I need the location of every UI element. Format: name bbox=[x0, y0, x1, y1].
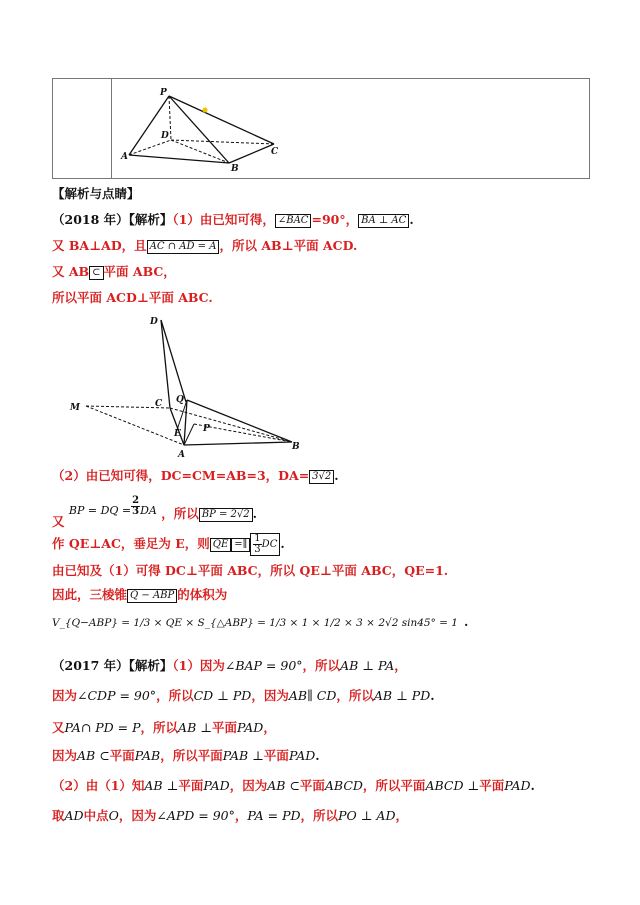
figure-table bbox=[52, 78, 590, 179]
label-C: C bbox=[271, 147, 279, 157]
line-2018-5: （2）由已知可得，DC=CM=AB=3，DA= 3√2 . bbox=[52, 468, 339, 483]
line-2018-3: 又 AB ⊂ 平面 ABC， bbox=[52, 264, 176, 279]
label-M: M bbox=[70, 403, 80, 413]
label-Q: Q bbox=[176, 395, 184, 405]
line-2017-3: 又PA∩ PD = P，所以AB ⊥平面PAD， bbox=[52, 720, 276, 735]
line-2017-2: 因为∠CDP = 90°，所以CD ⊥ PD，因为AB∥ CD，所以AB ⊥ PD. bbox=[52, 688, 435, 703]
label-B: B bbox=[231, 164, 239, 174]
line-2017-4: 因为AB ⊂平面PAB，所以平面PAB ⊥平面PAD. bbox=[52, 748, 320, 763]
line-2017-6: 取AD中点O，因为∠APD = 90°，PA = PD，所以PO ⊥ AD， bbox=[52, 808, 408, 823]
formula-box: BP = 2√2 bbox=[199, 508, 253, 522]
line-2018-7: 作 QE⊥AC，垂足为 E，则 QE =∥ $\frac{1}{3}$ DC . bbox=[52, 533, 285, 555]
label-P: P bbox=[160, 88, 167, 98]
line-2018-4: 所以平面 ACD⊥平面 ABC. bbox=[52, 290, 213, 305]
line-2017-1: （2017 年）【解析】（1）因为∠BAP = 90°，所以AB ⊥ PA， bbox=[52, 658, 407, 673]
section-heading: 【解析与点睛】 bbox=[52, 186, 140, 201]
line-2018-2: 又 BA⊥AD，且 AC ∩ AD = A ，所以 AB⊥平面 ACD. bbox=[52, 238, 358, 253]
line-2018-10: V_{Q−ABP} = 1/3 × QE × S_{△ABP} = 1/3 × 1 × 1/2 × 3 × 2√2 sin45° = 1 . bbox=[52, 614, 469, 629]
label-A: A bbox=[178, 450, 185, 460]
line-2018-6: 又 BP = DQ = $\frac{2}{3}$ DA ，所以 BP = 2√2 . bbox=[52, 495, 258, 529]
formula-box: QE bbox=[210, 538, 232, 552]
line-2017-5: （2）由（1）知AB ⊥平面PAD，因为AB ⊂平面ABCD，所以平面ABCD ⊥平面PAD. bbox=[52, 778, 535, 793]
line-2018-8: 由已知及（1）可得 DC⊥平面 ABC，所以 QE⊥平面 ABC，QE=1. bbox=[52, 563, 449, 578]
formula-box: =∥ bbox=[231, 538, 250, 552]
label-B: B bbox=[292, 442, 300, 452]
formula-box: BA ⊥ AC bbox=[358, 214, 409, 228]
line-2018-9: 因此，三棱锥 Q − ABP 的体积为 bbox=[52, 587, 228, 602]
formula-box: AC ∩ AD = A bbox=[147, 240, 220, 254]
volume-formula: V_{Q−ABP} = 1/3 × QE × S_{△ABP} = 1/3 × 1 × 1/2 × 3 × 2√2 sin45° = 1 bbox=[52, 617, 458, 629]
formula-box: ∠BAC bbox=[275, 214, 312, 228]
label-D: D bbox=[161, 131, 169, 141]
line-2018-1: （2018 年）【解析】（1）由已知可得， ∠BAC =90°， BA ⊥ AC . bbox=[52, 212, 414, 227]
formula-box: Q − ABP bbox=[127, 589, 177, 603]
formula-box: ⊂ bbox=[89, 266, 103, 280]
year-tag-2018: （2018 年）【解析】 bbox=[52, 212, 173, 227]
label-C: C bbox=[155, 399, 163, 409]
formula-box: $\frac{1}{3}$ DC bbox=[250, 533, 280, 556]
label-P: P bbox=[203, 424, 210, 434]
label-D: D bbox=[150, 317, 158, 327]
table-divider bbox=[111, 79, 112, 178]
year-tag-2017: （2017 年）【解析】 bbox=[52, 658, 173, 673]
label-A: A bbox=[121, 152, 128, 162]
pyramid-figure-1 bbox=[119, 83, 289, 175]
label-E: E bbox=[174, 429, 181, 439]
formula-box: 3√2 bbox=[309, 470, 334, 484]
pyramid-figure-2 bbox=[64, 312, 314, 462]
